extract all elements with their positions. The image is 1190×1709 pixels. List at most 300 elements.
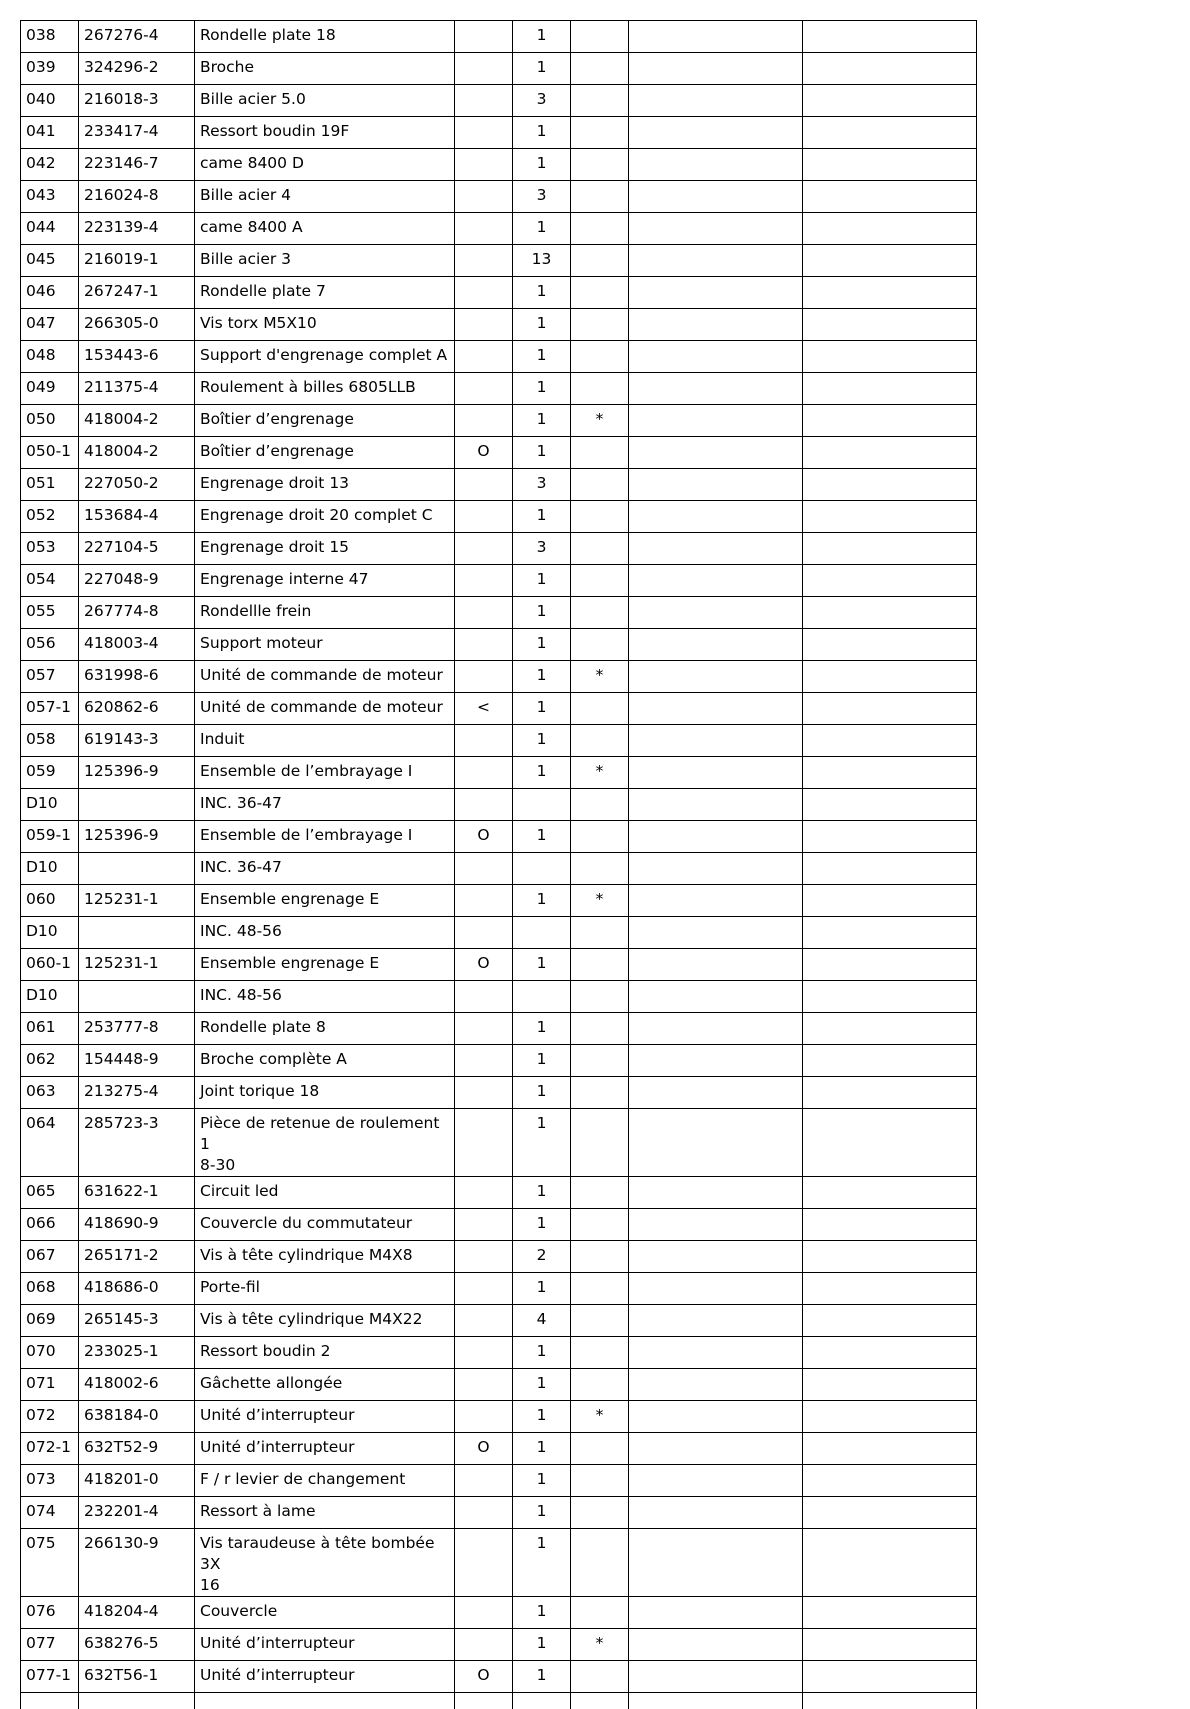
quantity-cell — [513, 725, 571, 757]
part-description-cell — [195, 853, 455, 885]
part-reference — [79, 789, 194, 793]
quantity: 1 — [536, 1082, 547, 1100]
part-reference: 265171-2 — [84, 1246, 159, 1264]
quantity-cell — [513, 1597, 571, 1629]
quantity-cell — [513, 949, 571, 981]
empty-cell — [629, 1177, 803, 1209]
part-description-cell — [195, 1497, 455, 1529]
table-row — [21, 1337, 977, 1369]
note-mark-cell — [455, 1077, 513, 1109]
table-row — [21, 597, 977, 629]
part-reference-cell — [79, 949, 195, 981]
empty-cell — [803, 981, 977, 1013]
part-description-cell — [195, 1597, 455, 1629]
part-description: Engrenage interne 47 — [200, 570, 369, 588]
quantity-cell — [513, 1661, 571, 1693]
empty-cell — [629, 949, 803, 981]
part-description: Induit — [200, 730, 245, 748]
star-mark-cell — [571, 949, 629, 981]
quantity — [513, 789, 570, 793]
part-description: Vis taraudeuse à tête bombée 3X 16 — [200, 1534, 435, 1594]
item-number-cell — [21, 437, 79, 469]
quantity — [513, 981, 570, 985]
star-mark-cell — [571, 533, 629, 565]
part-reference-cell — [79, 1241, 195, 1273]
star-mark-cell — [571, 1337, 629, 1369]
item-number: 044 — [26, 218, 56, 236]
item-number: 042 — [26, 154, 56, 172]
table-row — [21, 1241, 977, 1273]
part-description: Ensemble engrenage E — [200, 954, 380, 972]
star-mark — [571, 1305, 628, 1309]
item-number: 046 — [26, 282, 56, 300]
part-reference: 227048-9 — [84, 570, 159, 588]
empty-cell — [803, 405, 977, 437]
star-mark — [571, 949, 628, 953]
quantity-cell — [513, 629, 571, 661]
empty-cell — [629, 789, 803, 821]
part-description: Ensemble engrenage E — [200, 890, 380, 908]
note-mark-cell — [455, 149, 513, 181]
part-reference-cell — [79, 1497, 195, 1529]
quantity-cell — [513, 1629, 571, 1661]
empty-cell — [629, 181, 803, 213]
star-mark — [571, 1465, 628, 1469]
empty-cell — [803, 1109, 977, 1177]
quantity: 1 — [536, 1182, 547, 1200]
star-mark-cell — [571, 437, 629, 469]
note-mark-cell — [455, 309, 513, 341]
part-description-cell — [195, 693, 455, 725]
part-description: Vis à tête cylindrique M4X8 — [200, 1246, 413, 1264]
star-mark-cell — [571, 629, 629, 661]
item-number-cell — [21, 565, 79, 597]
table-row — [21, 1661, 977, 1693]
part-reference: 216024-8 — [84, 186, 159, 204]
item-number: D10 — [26, 922, 58, 940]
note-mark-cell — [455, 1433, 513, 1465]
star-mark-cell — [571, 181, 629, 213]
empty-cell — [629, 1013, 803, 1045]
star-mark-cell — [571, 1273, 629, 1305]
item-number-cell — [21, 885, 79, 917]
star-mark — [571, 597, 628, 601]
note-mark-cell — [455, 1305, 513, 1337]
item-number-cell — [21, 1629, 79, 1661]
quantity — [513, 853, 570, 857]
table-row — [21, 53, 977, 85]
note-mark — [455, 1273, 512, 1277]
part-description-cell — [195, 501, 455, 533]
star-mark: * — [595, 890, 604, 908]
part-description: Support moteur — [200, 634, 323, 652]
note-mark-cell — [455, 181, 513, 213]
part-description: Engrenage droit 15 — [200, 538, 350, 556]
part-reference: 266130-9 — [84, 1534, 159, 1552]
note-mark-cell — [455, 373, 513, 405]
part-description-cell — [195, 1401, 455, 1433]
part-description-cell — [195, 1273, 455, 1305]
part-reference: 418004-2 — [84, 410, 159, 428]
note-mark-cell — [455, 949, 513, 981]
item-number-cell — [21, 277, 79, 309]
star-mark — [571, 981, 628, 985]
part-reference: 632T56-1 — [84, 1666, 159, 1684]
note-mark-cell — [455, 757, 513, 789]
note-mark — [455, 213, 512, 217]
part-description-cell — [195, 597, 455, 629]
item-number-cell — [21, 469, 79, 501]
part-description-cell — [195, 1305, 455, 1337]
part-reference: 125396-9 — [84, 826, 159, 844]
item-number: 060-1 — [26, 954, 72, 972]
star-mark: * — [595, 666, 604, 684]
item-number-cell — [21, 789, 79, 821]
part-description: Vis torx M5X10 — [200, 314, 317, 332]
part-description-cell — [195, 213, 455, 245]
part-reference: 631998-6 — [84, 666, 159, 684]
note-mark — [455, 1369, 512, 1373]
part-reference: 267247-1 — [84, 282, 159, 300]
table-row — [21, 181, 977, 213]
part-description: INC. 36-47 — [200, 858, 282, 876]
star-mark-cell — [571, 1497, 629, 1529]
note-mark — [455, 405, 512, 409]
note-mark-cell — [455, 437, 513, 469]
star-mark-cell — [571, 1433, 629, 1465]
part-reference-cell — [79, 789, 195, 821]
star-mark-cell — [571, 149, 629, 181]
note-mark — [455, 1013, 512, 1017]
note-mark — [455, 1305, 512, 1309]
empty-cell — [629, 117, 803, 149]
item-number-cell — [21, 1241, 79, 1273]
part-reference: 620862-6 — [84, 698, 159, 716]
star-mark — [571, 1529, 628, 1533]
table-row — [21, 629, 977, 661]
part-description-cell — [195, 1465, 455, 1497]
note-mark — [455, 1077, 512, 1081]
note-mark-cell — [455, 533, 513, 565]
part-reference-cell — [79, 53, 195, 85]
star-mark-cell — [571, 341, 629, 373]
quantity: 1 — [536, 730, 547, 748]
star-mark — [571, 437, 628, 441]
table-row — [21, 1465, 977, 1497]
item-number-cell — [21, 1013, 79, 1045]
empty-cell — [803, 1693, 977, 1709]
note-mark — [455, 1597, 512, 1601]
note-mark — [455, 1109, 512, 1113]
part-description: F / r levier de changement — [200, 1470, 406, 1488]
note-mark — [455, 1241, 512, 1245]
note-mark-cell — [455, 117, 513, 149]
star-mark-cell — [571, 1401, 629, 1433]
table-row — [21, 117, 977, 149]
quantity-cell — [513, 213, 571, 245]
quantity: 4 — [536, 1310, 547, 1328]
empty-cell — [629, 853, 803, 885]
quantity: 1 — [536, 378, 547, 396]
part-description-cell — [195, 405, 455, 437]
part-reference: 227050-2 — [84, 474, 159, 492]
star-mark-cell — [571, 1077, 629, 1109]
empty-cell — [803, 1337, 977, 1369]
note-mark-cell — [455, 725, 513, 757]
note-mark — [455, 1497, 512, 1501]
star-mark — [571, 1337, 628, 1341]
part-description-cell — [195, 533, 455, 565]
star-mark — [571, 149, 628, 153]
note-mark-cell — [455, 1497, 513, 1529]
item-number: 077-1 — [26, 1666, 72, 1684]
quantity: 1 — [536, 122, 547, 140]
note-mark-cell — [455, 213, 513, 245]
table-row — [21, 789, 977, 821]
part-reference-cell — [79, 821, 195, 853]
part-description-cell — [195, 789, 455, 821]
quantity-cell — [513, 757, 571, 789]
part-description: Roulement à billes 6805LLB — [200, 378, 416, 396]
part-reference: 223146-7 — [84, 154, 159, 172]
quantity-cell — [513, 1013, 571, 1045]
part-description: Unité de commande de moteur — [200, 666, 443, 684]
item-number-cell — [21, 1497, 79, 1529]
item-number: 076 — [26, 1602, 56, 1620]
note-mark-cell — [455, 981, 513, 1013]
item-number: 060 — [26, 890, 56, 908]
item-number-cell — [21, 533, 79, 565]
star-mark — [571, 1045, 628, 1049]
empty-cell — [629, 885, 803, 917]
note-mark — [455, 469, 512, 473]
empty-cell — [803, 885, 977, 917]
note-mark — [455, 53, 512, 57]
empty-cell — [803, 437, 977, 469]
part-reference-cell — [79, 917, 195, 949]
quantity: 1 — [536, 666, 547, 684]
part-description-cell — [195, 565, 455, 597]
quantity-cell — [513, 1045, 571, 1077]
empty-cell — [803, 597, 977, 629]
empty-cell — [629, 1465, 803, 1497]
quantity-cell — [513, 469, 571, 501]
star-mark — [571, 1369, 628, 1373]
table-row — [21, 1433, 977, 1465]
empty-cell — [803, 1529, 977, 1597]
quantity: 1 — [536, 346, 547, 364]
note-mark: < — [477, 698, 490, 716]
part-reference: 418004-2 — [84, 442, 159, 460]
star-mark — [571, 1597, 628, 1601]
part-description: Support d'engrenage complet A — [200, 346, 448, 364]
quantity-cell — [513, 853, 571, 885]
empty-cell — [803, 757, 977, 789]
note-mark-cell — [455, 341, 513, 373]
part-reference: 216018-3 — [84, 90, 159, 108]
item-number: 064 — [26, 1114, 56, 1132]
part-reference — [79, 917, 194, 921]
note-mark-cell — [455, 917, 513, 949]
note-mark-cell — [455, 1401, 513, 1433]
quantity-cell — [513, 405, 571, 437]
quantity: 1 — [536, 890, 547, 908]
table-row — [21, 213, 977, 245]
table-row — [21, 661, 977, 693]
table-row — [21, 1597, 977, 1629]
quantity: 1 — [536, 1534, 547, 1552]
note-mark-cell — [455, 469, 513, 501]
empty-cell — [629, 1241, 803, 1273]
part-description-cell — [195, 341, 455, 373]
part-description: INC. 48-56 — [200, 922, 282, 940]
part-reference-cell — [79, 725, 195, 757]
empty-cell — [803, 1273, 977, 1305]
quantity-cell — [513, 821, 571, 853]
star-mark: * — [595, 1406, 604, 1424]
part-reference — [79, 981, 194, 985]
item-number: 054 — [26, 570, 56, 588]
table-row — [21, 149, 977, 181]
part-description-cell — [195, 309, 455, 341]
part-reference-cell — [79, 1465, 195, 1497]
item-number: 068 — [26, 1278, 56, 1296]
quantity-cell — [513, 1337, 571, 1369]
star-mark-cell — [571, 1305, 629, 1337]
part-description-cell — [195, 373, 455, 405]
part-reference-cell — [79, 341, 195, 373]
note-mark — [455, 1209, 512, 1213]
part-description-cell — [195, 725, 455, 757]
item-number: 047 — [26, 314, 56, 332]
item-number: 053 — [26, 538, 56, 556]
empty-cell — [803, 917, 977, 949]
star-mark: * — [595, 1634, 604, 1652]
empty-cell — [803, 501, 977, 533]
star-mark-cell — [571, 1209, 629, 1241]
part-description: Unité d’interrupteur — [200, 1666, 355, 1684]
part-reference-cell — [79, 1013, 195, 1045]
part-description: INC. 48-56 — [200, 986, 282, 1004]
item-number-cell — [21, 1369, 79, 1401]
item-number-cell — [21, 21, 79, 53]
quantity-cell — [513, 85, 571, 117]
star-mark-cell — [571, 501, 629, 533]
star-mark — [571, 1497, 628, 1501]
quantity: 1 — [536, 218, 547, 236]
item-number: 059-1 — [26, 826, 72, 844]
part-reference-cell — [79, 565, 195, 597]
part-description: Unité de commande de moteur — [200, 698, 443, 716]
quantity-cell — [513, 1077, 571, 1109]
empty-cell — [803, 1629, 977, 1661]
part-description-cell — [195, 117, 455, 149]
empty-cell — [79, 1693, 195, 1709]
empty-cell — [629, 725, 803, 757]
note-mark — [455, 373, 512, 377]
note-mark — [455, 181, 512, 185]
quantity-cell — [513, 277, 571, 309]
empty-cell — [629, 693, 803, 725]
quantity: 1 — [536, 26, 547, 44]
star-mark-cell — [571, 1177, 629, 1209]
star-mark — [571, 533, 628, 537]
table-row — [21, 309, 977, 341]
item-number: 057 — [26, 666, 56, 684]
part-reference-cell — [79, 1209, 195, 1241]
table-row — [21, 469, 977, 501]
table-row — [21, 885, 977, 917]
empty-cell — [803, 1433, 977, 1465]
table-row — [21, 693, 977, 725]
part-reference: 213275-4 — [84, 1082, 159, 1100]
empty-cell — [571, 1693, 629, 1709]
part-description: Joint torique 18 — [200, 1082, 320, 1100]
quantity: 3 — [536, 538, 547, 556]
quantity-cell — [513, 1273, 571, 1305]
item-number-cell — [21, 309, 79, 341]
quantity: 2 — [536, 1246, 547, 1264]
item-number-cell — [21, 1109, 79, 1177]
part-reference: 125231-1 — [84, 890, 159, 908]
part-description-cell — [195, 53, 455, 85]
star-mark-cell — [571, 597, 629, 629]
part-reference-cell — [79, 1369, 195, 1401]
item-number: 062 — [26, 1050, 56, 1068]
part-description: Ensemble de l’embrayage I — [200, 762, 413, 780]
note-mark — [455, 661, 512, 665]
star-mark — [571, 1209, 628, 1213]
table-row — [21, 1209, 977, 1241]
note-mark: O — [477, 442, 490, 460]
part-description-cell — [195, 1661, 455, 1693]
part-reference-cell — [79, 85, 195, 117]
empty-cell — [629, 213, 803, 245]
quantity-cell — [513, 1209, 571, 1241]
star-mark-cell — [571, 885, 629, 917]
star-mark-cell — [571, 245, 629, 277]
part-description: Bille acier 4 — [200, 186, 292, 204]
item-number: 055 — [26, 602, 56, 620]
item-number: 058 — [26, 730, 56, 748]
note-mark — [455, 277, 512, 281]
note-mark — [455, 341, 512, 345]
item-number-cell — [21, 1661, 79, 1693]
empty-cell — [803, 661, 977, 693]
part-reference-cell — [79, 469, 195, 501]
part-reference-cell — [79, 981, 195, 1013]
note-mark — [455, 245, 512, 249]
empty-cell — [629, 373, 803, 405]
part-reference-cell — [79, 1661, 195, 1693]
quantity: 1 — [536, 954, 547, 972]
item-number: 040 — [26, 90, 56, 108]
note-mark — [455, 85, 512, 89]
empty-cell — [629, 1305, 803, 1337]
table-row — [21, 725, 977, 757]
item-number: 059 — [26, 762, 56, 780]
item-number: 039 — [26, 58, 56, 76]
star-mark-cell — [571, 373, 629, 405]
star-mark-cell — [571, 661, 629, 693]
table-row — [21, 1273, 977, 1305]
note-mark — [455, 629, 512, 633]
part-reference-cell — [79, 149, 195, 181]
part-reference-cell — [79, 661, 195, 693]
item-number: 056 — [26, 634, 56, 652]
part-description-cell — [195, 1629, 455, 1661]
note-mark — [455, 501, 512, 505]
